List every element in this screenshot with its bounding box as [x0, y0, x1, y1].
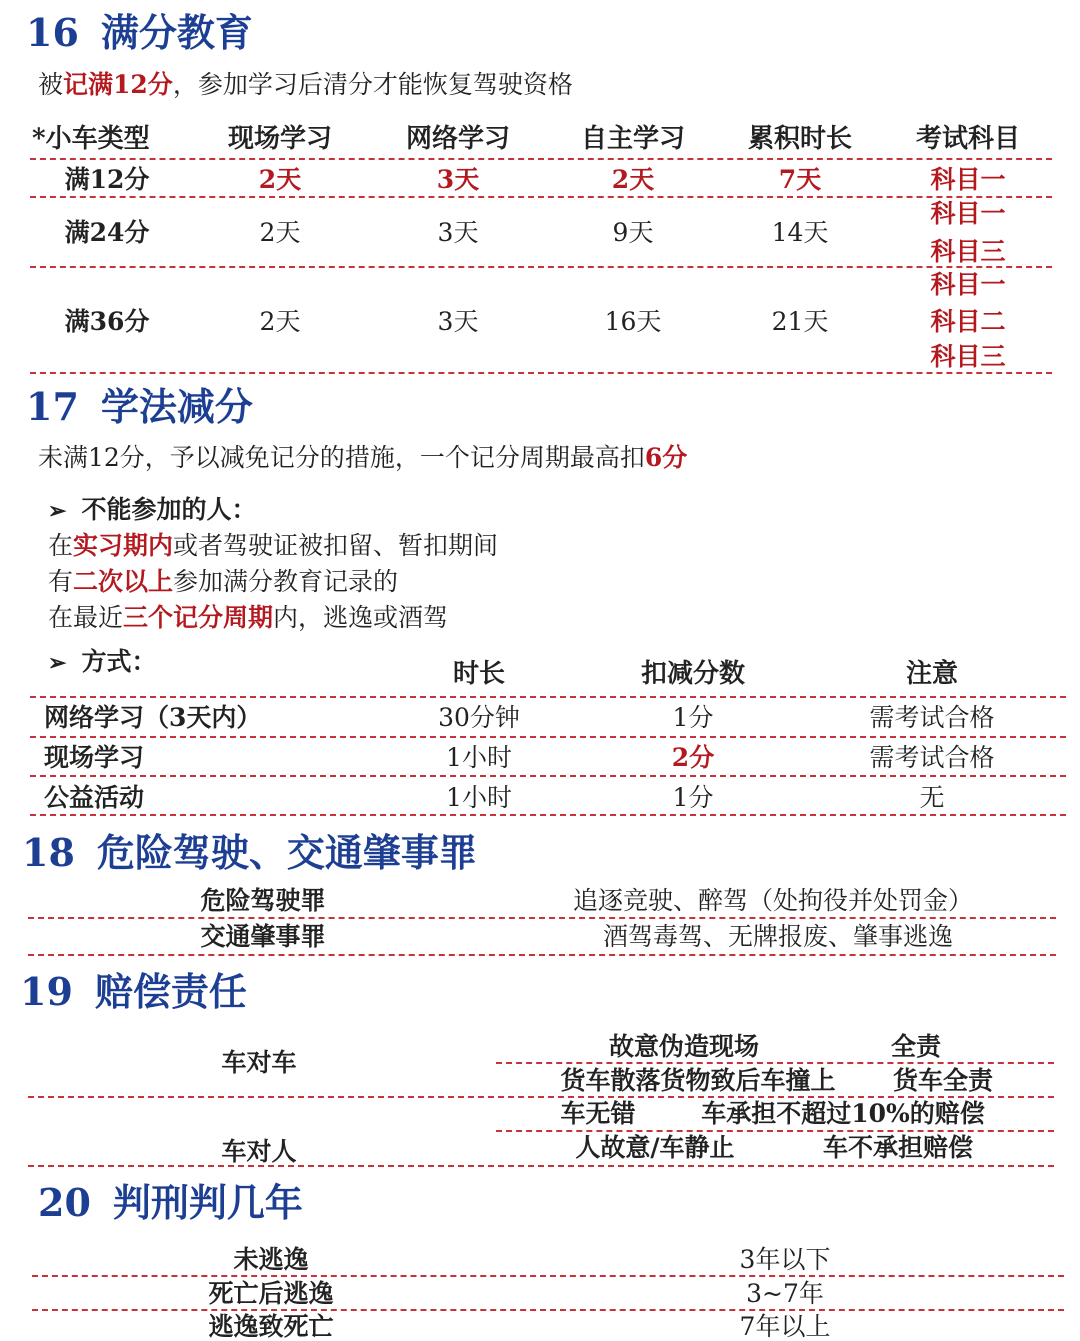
- table-cell: 1分: [672, 783, 714, 812]
- table-cell: 7年以上: [739, 1312, 831, 1341]
- table-row-label: 未逃逸: [233, 1245, 309, 1274]
- bullet-arrow-icon: ➢: [48, 498, 67, 524]
- table-row-label: 满36分: [64, 307, 150, 336]
- table-row-label: 交通肇事罪: [200, 922, 326, 951]
- section-20-heading: 20 判刑判几年: [38, 1180, 303, 1225]
- table-row-label: 死亡后逃逸: [208, 1279, 334, 1308]
- liability-case: 货车散落货物致后车撞上: [560, 1066, 836, 1095]
- table-cell: 需考试合格: [869, 743, 995, 772]
- section-16-intro: 被记满12分，参加学习后清分才能恢复驾驶资格: [38, 70, 573, 99]
- divider: [30, 775, 1066, 777]
- table-cell: 14天: [771, 218, 829, 247]
- table-cell: 酒驾毒驾、无牌报废、肇事逃逸: [602, 922, 954, 951]
- divider: [496, 1130, 1054, 1132]
- ineligible-item: 在最近三个记分周期内，逃逸或酒驾: [48, 603, 449, 632]
- table-row-label: 公益活动: [44, 783, 145, 812]
- section-16-heading: 16 满分教育: [26, 10, 253, 55]
- table-cell: 2天: [259, 307, 301, 336]
- table-cell: 3~7年: [746, 1279, 824, 1308]
- s17-header-note: 注意: [905, 659, 959, 689]
- liability-case: 车无错: [560, 1099, 636, 1128]
- divider: [30, 196, 1052, 198]
- liability-category: 车对人: [221, 1137, 297, 1166]
- liability-category: 车对车: [221, 1048, 297, 1077]
- ineligible-item: 有二次以上参加满分教育记录的: [48, 567, 399, 596]
- liability-result: 货车全责: [892, 1066, 994, 1095]
- divider: [28, 917, 1056, 919]
- exam-subject: 科目三: [930, 237, 1006, 266]
- divider: [32, 1275, 1064, 1277]
- table-cell: 2天: [258, 165, 302, 194]
- bullet-arrow-icon: ➢: [48, 650, 67, 676]
- s16-header-total: 累积时长: [747, 124, 853, 154]
- liability-result: 全责: [890, 1032, 942, 1061]
- divider: [28, 1096, 1054, 1098]
- table-cell: 3年以下: [739, 1245, 831, 1274]
- s16-header-type: *小车类型: [32, 124, 150, 154]
- divider: [30, 158, 1052, 160]
- exam-subject: 科目一: [930, 199, 1006, 228]
- divider: [30, 372, 1052, 374]
- table-cell: 16天: [604, 307, 662, 336]
- exam-subject: 科目一: [930, 270, 1006, 299]
- s17-header-duration: 时长: [452, 659, 506, 689]
- table-row-label: 现场学习: [44, 743, 145, 772]
- divider: [30, 266, 1052, 268]
- table-cell: 需考试合格: [869, 703, 995, 732]
- table-cell: 2分: [671, 743, 715, 772]
- ineligible-item: 在实习期内或者驾驶证被扣留、暂扣期间: [48, 531, 499, 560]
- divider: [28, 1165, 1054, 1167]
- liability-result: 车承担不超过10%的赔偿: [701, 1099, 985, 1128]
- table-cell: 2天: [611, 165, 655, 194]
- divider: [28, 954, 1056, 956]
- liability-case: 人故意/车静止: [575, 1133, 735, 1162]
- section-19-heading: 19 赔偿责任: [20, 969, 247, 1014]
- bullet-ineligible: ➢ 不能参加的人：: [48, 495, 257, 524]
- table-row-label: 网络学习（3天内）: [44, 703, 262, 732]
- table-cell: 7天: [778, 165, 822, 194]
- table-row-label: 危险驾驶罪: [200, 886, 326, 915]
- table-cell: 无: [919, 783, 945, 812]
- table-cell: 1分: [672, 703, 714, 732]
- table-cell: 9天: [612, 218, 654, 247]
- s16-header-exam: 考试科目: [915, 124, 1021, 154]
- section-17-intro: 未满12分，予以减免记分的措施，一个记分周期最高扣6分: [38, 443, 688, 472]
- table-cell: 1小时: [446, 743, 512, 772]
- table-cell: 3天: [436, 165, 480, 194]
- table-cell: 追逐竞驶、醉驾（处拘役并处罚金）: [572, 886, 974, 915]
- table-cell: 2天: [259, 218, 301, 247]
- divider: [30, 696, 1066, 698]
- divider: [32, 1309, 1064, 1311]
- table-cell: 3天: [437, 307, 479, 336]
- divider: [30, 814, 1066, 816]
- divider: [30, 736, 1066, 738]
- table-row-label: 满24分: [64, 218, 150, 247]
- exam-subject: 科目一: [930, 165, 1006, 194]
- divider: [496, 1062, 1054, 1064]
- section-18-heading: 18 危险驾驶、交通肇事罪: [22, 830, 477, 875]
- table-cell: 1小时: [446, 783, 512, 812]
- section-17-heading: 17 学法减分: [26, 384, 253, 429]
- s16-header-online: 网络学习: [405, 124, 511, 154]
- table-cell: 21天: [771, 307, 829, 336]
- s17-header-points: 扣减分数: [640, 659, 746, 689]
- table-cell: 30分钟: [438, 703, 520, 732]
- liability-case: 故意伪造现场: [608, 1032, 760, 1061]
- table-row-label: 满12分: [64, 165, 150, 194]
- s16-header-onsite: 现场学习: [227, 124, 333, 154]
- table-cell: 3天: [437, 218, 479, 247]
- liability-result: 车不承担赔偿: [822, 1133, 974, 1162]
- table-row-label: 逃逸致死亡: [208, 1312, 334, 1341]
- bullet-methods: ➢ 方式：: [48, 647, 157, 676]
- exam-subject: 科目三: [930, 342, 1006, 371]
- exam-subject: 科目二: [930, 307, 1006, 336]
- s16-header-self: 自主学习: [580, 124, 686, 154]
